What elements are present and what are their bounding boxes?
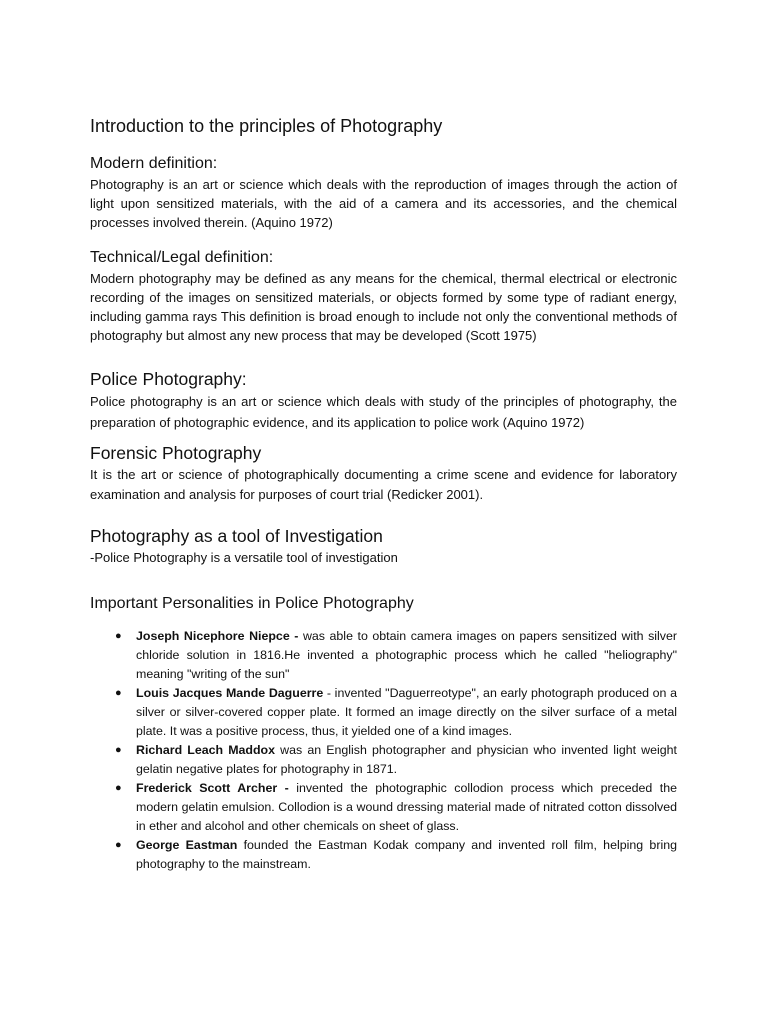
section-body: -Police Photography is a versatile tool of investigation	[90, 549, 398, 565]
section-photography-tool	[90, 524, 677, 567]
section-heading: Modern definition:	[90, 155, 218, 172]
personalities-list	[90, 627, 677, 873]
section-forensic-photography	[90, 441, 677, 503]
bullet-icon: ●	[115, 686, 122, 699]
list-item	[90, 779, 677, 835]
document-content	[90, 112, 677, 874]
section-body: Police photography is an art or science which deals with study of the principles of photography, the preparation of photographic evidence, and its application to police work (Aquino 1972)	[90, 394, 677, 431]
person-name: Louis Jacques Mande Daguerre	[136, 685, 324, 700]
section-heading: Forensic Photography	[90, 443, 262, 464]
person-name: Richard Leach Maddox	[136, 742, 276, 757]
bullet-icon: ●	[115, 630, 122, 643]
section-personalities	[90, 593, 677, 873]
bullet-icon: ●	[115, 743, 122, 756]
list-item	[90, 741, 677, 779]
bullet-icon: ●	[115, 838, 122, 851]
section-heading: Photography as a tool of Investigation	[90, 525, 383, 546]
person-name: Frederick Scott Archer -	[136, 780, 289, 795]
section-body: Photography is an art or science which deals with the reproduction of images through the action of light upon sensitized materials, with the aid of a camera and its accessories, and the chemical processes involved therein. (Aquino 1972)	[90, 177, 677, 231]
bullet-icon: ●	[115, 781, 122, 794]
section-heading: Technical/Legal definition:	[90, 248, 274, 266]
section-modern-definition	[90, 153, 677, 233]
person-description: was able to obtain camera images on papers sensitized with silver chloride solution in 1816.He invented a photographic process which he called "heliography" meaning "writing of the sun"	[136, 629, 677, 681]
list-item	[90, 627, 677, 683]
list-item	[90, 684, 677, 740]
section-heading: Important Personalities in Police Photography	[90, 595, 414, 613]
section-police-photography	[90, 367, 677, 433]
list-item	[90, 836, 677, 874]
section-body: Modern photography may be defined as any means for the chemical, thermal electrical or electronic recording of the images on sensitized materials, or objects formed by some type of radiant energy, including gamma rays This definition is broad enough to include not only the conventional methods of photography but almost any new process that may be developed (Scott 1975)	[90, 270, 677, 344]
person-name: Joseph Nicephore Niepce -	[136, 629, 299, 644]
section-technical-definition	[90, 247, 677, 346]
person-description: - invented "Daguerreotype", an early photograph produced on a silver or silver-covered copper plate. It formed an image directly on the silver surface of a metal plate. It was a positive process, thus, it yielded one of a kind images.	[136, 685, 677, 738]
person-name: George Eastman	[136, 837, 238, 852]
person-description: invented the photographic collodion process which preceded the modern gelatin emulsion. Collodion is a wound dressing material made of nitrated cotton dissolved in ether and alcohol and other chemicals on sheet of glass.	[136, 780, 677, 833]
document-title: Introduction to the principles of Photography	[90, 116, 443, 136]
section-body: It is the art or science of photographically documenting a crime scene and evidence for laboratory examination and analysis for purposes of court trial (Redicker 2001).	[90, 467, 677, 502]
person-description: was an English photographer and physician who invented light weight gelatin negative plates for photography in 1871.	[136, 742, 677, 776]
person-description: founded the Eastman Kodak company and invented roll film, helping bring photography to the mainstream.	[136, 837, 677, 871]
section-heading: Police Photography:	[90, 369, 247, 390]
